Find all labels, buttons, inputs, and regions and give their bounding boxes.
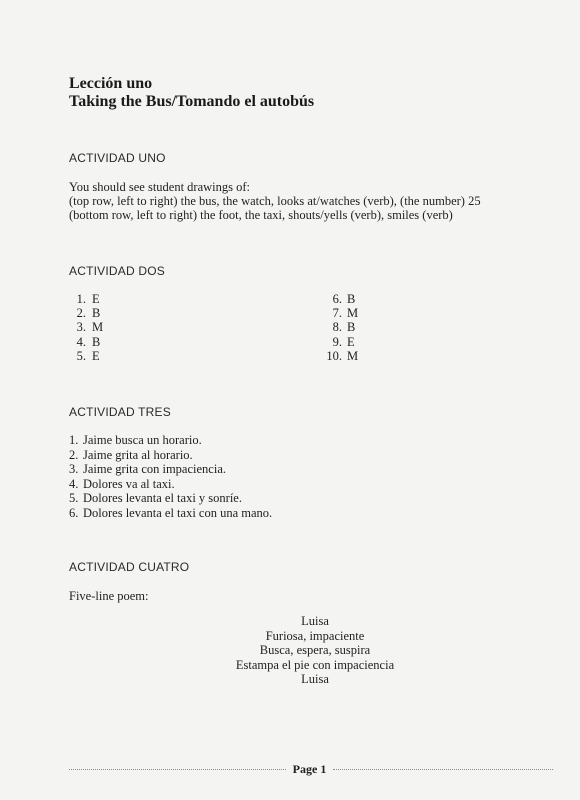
- answer-number: 6.: [332, 292, 342, 306]
- answer-row: [326, 335, 358, 349]
- list-item: [69, 433, 272, 448]
- actividad-cuatro-heading: ACTIVIDAD CUATRO: [69, 560, 190, 574]
- list-item-text: Jaime busca un horario.: [83, 433, 202, 447]
- answer-number: 9.: [332, 334, 342, 349]
- answer-letter: E: [92, 348, 100, 363]
- answer-row: [69, 335, 103, 349]
- answer-letter: B: [347, 292, 356, 306]
- actividad-uno-heading: ACTIVIDAD UNO: [69, 151, 166, 165]
- poem-line: Luisa: [301, 614, 329, 628]
- actividad-dos-heading: ACTIVIDAD DOS: [69, 264, 165, 278]
- lesson-title: [69, 75, 314, 111]
- list-item-number: 5.: [69, 491, 79, 506]
- five-line-poem: [190, 614, 440, 687]
- answer-row: [326, 349, 358, 363]
- actividad-dos-right-column: [326, 292, 358, 363]
- actividad-uno-line: You should see student drawings of:: [69, 180, 251, 194]
- answer-letter: M: [92, 320, 104, 335]
- answer-number: 7.: [332, 306, 342, 321]
- answer-row: [69, 349, 103, 363]
- list-item-number: 3.: [69, 462, 79, 477]
- answer-row: [69, 292, 103, 306]
- list-item: [69, 477, 272, 492]
- list-item-text: Dolores va al taxi.: [83, 476, 175, 491]
- list-item-number: 2.: [69, 447, 79, 462]
- answer-number: 3.: [76, 320, 86, 335]
- actividad-tres-heading: ACTIVIDAD TRES: [69, 405, 171, 419]
- actividad-cuatro-intro: Five-line poem:: [69, 589, 149, 603]
- answer-row: [69, 306, 103, 320]
- answer-number: 8.: [332, 320, 342, 335]
- answer-letter: E: [347, 334, 355, 349]
- list-item-text: Jaime grita al horario.: [83, 447, 193, 462]
- answer-letter: B: [92, 334, 101, 349]
- answer-number: 2.: [76, 306, 86, 321]
- answer-letter: M: [347, 348, 359, 363]
- answer-letter: B: [347, 320, 356, 335]
- footer-divider-left: [69, 769, 286, 770]
- list-item-number: 6.: [69, 505, 79, 520]
- answer-number: 1.: [76, 292, 86, 306]
- list-item-text: Dolores levanta el taxi con una mano.: [83, 505, 273, 520]
- page-number: Page 1: [292, 762, 327, 776]
- poem-line: Luisa: [301, 672, 329, 687]
- answer-letter: B: [92, 306, 101, 321]
- list-item: [69, 491, 272, 506]
- answer-letter: M: [347, 306, 359, 321]
- actividad-dos-left-column: [69, 292, 103, 363]
- list-item: [69, 448, 272, 463]
- lesson-title-line1: Lección uno: [69, 75, 153, 92]
- footer-divider-right: [333, 769, 553, 770]
- answer-number: 10.: [326, 348, 342, 363]
- list-item: [69, 462, 272, 477]
- poem-line: Estampa el pie con impaciencia: [235, 657, 395, 672]
- list-item-text: Jaime grita con impaciencia.: [83, 462, 226, 477]
- list-item-text: Dolores levanta el taxi y sonríe.: [83, 491, 242, 506]
- answer-row: [326, 292, 358, 306]
- poem-line: Furiosa, impaciente: [265, 628, 365, 643]
- answer-number: 5.: [76, 348, 86, 363]
- list-item-number: 4.: [69, 476, 79, 491]
- answer-number: 4.: [76, 334, 86, 349]
- answer-letter: E: [92, 292, 100, 306]
- list-item: [69, 506, 272, 521]
- list-item-number: 1.: [69, 433, 79, 447]
- answer-row: [69, 320, 103, 334]
- answer-row: [326, 306, 358, 320]
- lesson-title-line2: Taking the Bus/Tomando el autobús: [69, 93, 315, 110]
- answer-row: [326, 320, 358, 334]
- actividad-uno-line: (top row, left to right) the bus, the watch, looks at/watches (verb), (the number) 25: [69, 194, 481, 208]
- actividad-uno-line: (bottom row, left to right) the foot, the taxi, shouts/yells (verb), smiles (verb): [69, 208, 453, 222]
- actividad-tres-list: [69, 433, 272, 521]
- poem-line: Busca, espera, suspira: [259, 643, 371, 658]
